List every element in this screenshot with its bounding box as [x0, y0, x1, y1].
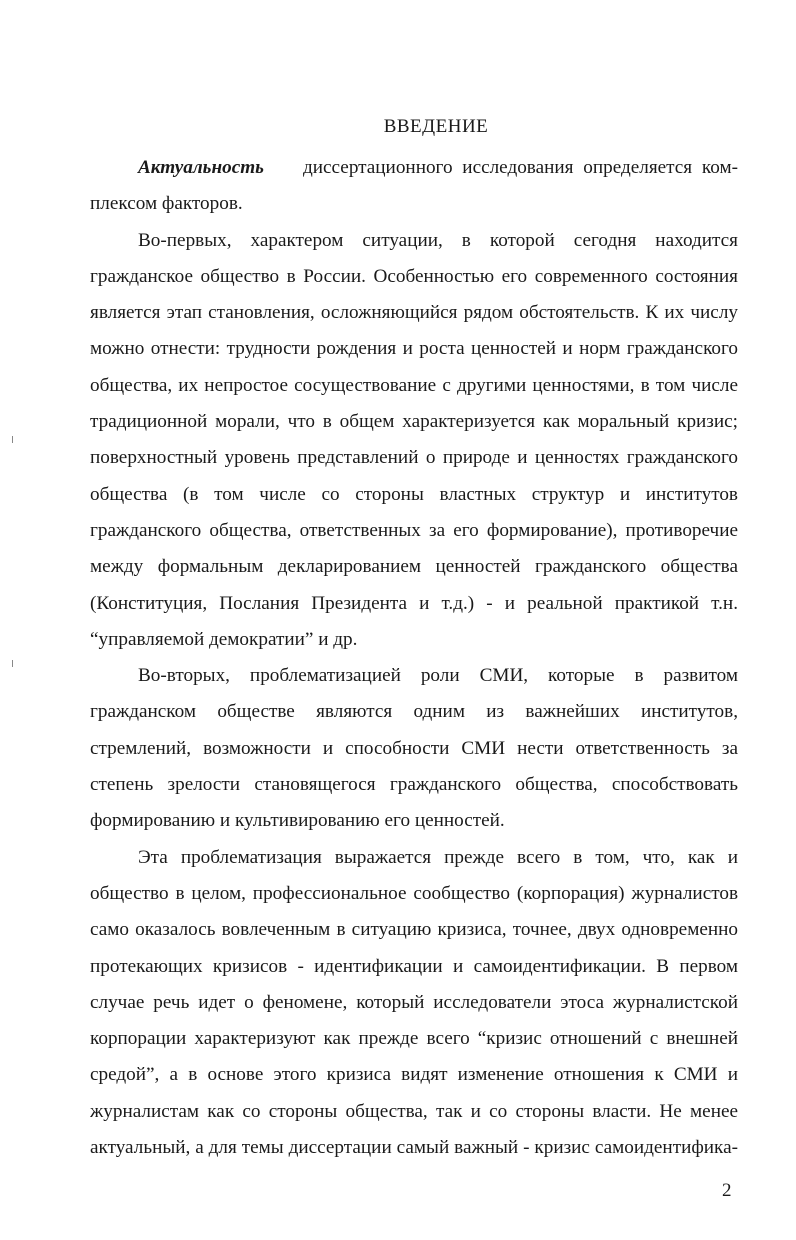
paragraph-line: является этап становления, осложняющийся рядом обстоятельств. К их числу	[90, 302, 738, 324]
paragraph-line: общества (в том числе со стороны властных структур и институтов	[90, 483, 738, 505]
scan-mark	[12, 660, 13, 667]
paragraph-line: стремлений, возможности и способности СМИ нести ответственность за	[90, 737, 738, 759]
paragraph-line: традиционной морали, что в общем характеризуется как моральный кризис;	[90, 411, 738, 433]
paragraph-line: гражданское общество в России. Особенностью его современного состояния	[90, 265, 738, 287]
paragraph-line: журналистам как со стороны общества, так и со стороны власти. Не менее	[90, 1100, 738, 1122]
paragraph-line: само оказалось вовлеченным в ситуацию кризиса, точнее, двух одновременно	[90, 919, 738, 941]
paragraph-line: общество в целом, профессиональное сообщество (корпорация) журналистов	[90, 882, 738, 904]
paragraph-line: можно отнести: трудности рождения и роста ценностей и норм гражданского	[90, 338, 738, 360]
paragraph-line: протекающих кризисов - идентификации и самоидентификации. В первом	[90, 955, 738, 977]
paragraph-line: общества, их непростое сосуществование с другими ценностями, в том числе	[90, 374, 738, 396]
paragraph-line: Во-первых, характером ситуации, в которой сегодня находится	[138, 229, 738, 251]
paragraph-line: гражданском обществе являются одним из важнейших институтов,	[90, 701, 738, 723]
emphasis-word: Актуальность	[138, 157, 264, 178]
paragraph-line: Во-вторых, проблематизацией роли СМИ, которые в развитом	[138, 665, 738, 687]
body-text	[90, 150, 738, 1166]
paragraph-line: “управляемой демократии” и др.	[90, 628, 358, 650]
section-title: ВВЕДЕНИЕ	[383, 116, 489, 137]
paragraph-line: между формальным декларированием ценностей гражданского общества	[90, 556, 738, 578]
scan-mark	[12, 436, 13, 443]
paragraph-line: поверхностный уровень представлений о природе и ценностях гражданского	[90, 447, 738, 469]
paragraph-line: средой”, а в основе этого кризиса видят изменение отношения к СМИ и	[90, 1064, 738, 1086]
paragraph-line: степень зрелости становящегося гражданского общества, способствовать	[90, 774, 738, 796]
paragraph-line: плексом факторов.	[90, 193, 243, 215]
paragraph-line	[90, 150, 738, 186]
line-text: диссертационного исследования определяется ком-	[303, 157, 738, 178]
paragraph-line: (Конституция, Послания Президента и т.д.) - и реальной практикой т.н.	[90, 592, 738, 614]
paragraph-line: корпорации характеризуют как прежде всего “кризис отношений с внешней	[90, 1028, 738, 1050]
paragraph-line: формированию и культивированию его ценностей.	[90, 810, 505, 832]
paragraph-line: Эта проблематизация выражается прежде всего в том, что, как и	[138, 846, 738, 868]
paragraph-line: гражданского общества, ответственных за его формирование), противоречие	[90, 519, 738, 541]
paragraph-line: случае речь идет о феномене, который исследователи этоса журналистской	[90, 991, 738, 1013]
page-number: 2	[722, 1180, 732, 1201]
paragraph-line: актуальный, а для темы диссертации самый важный - кризис самоидентифика-	[90, 1137, 738, 1159]
